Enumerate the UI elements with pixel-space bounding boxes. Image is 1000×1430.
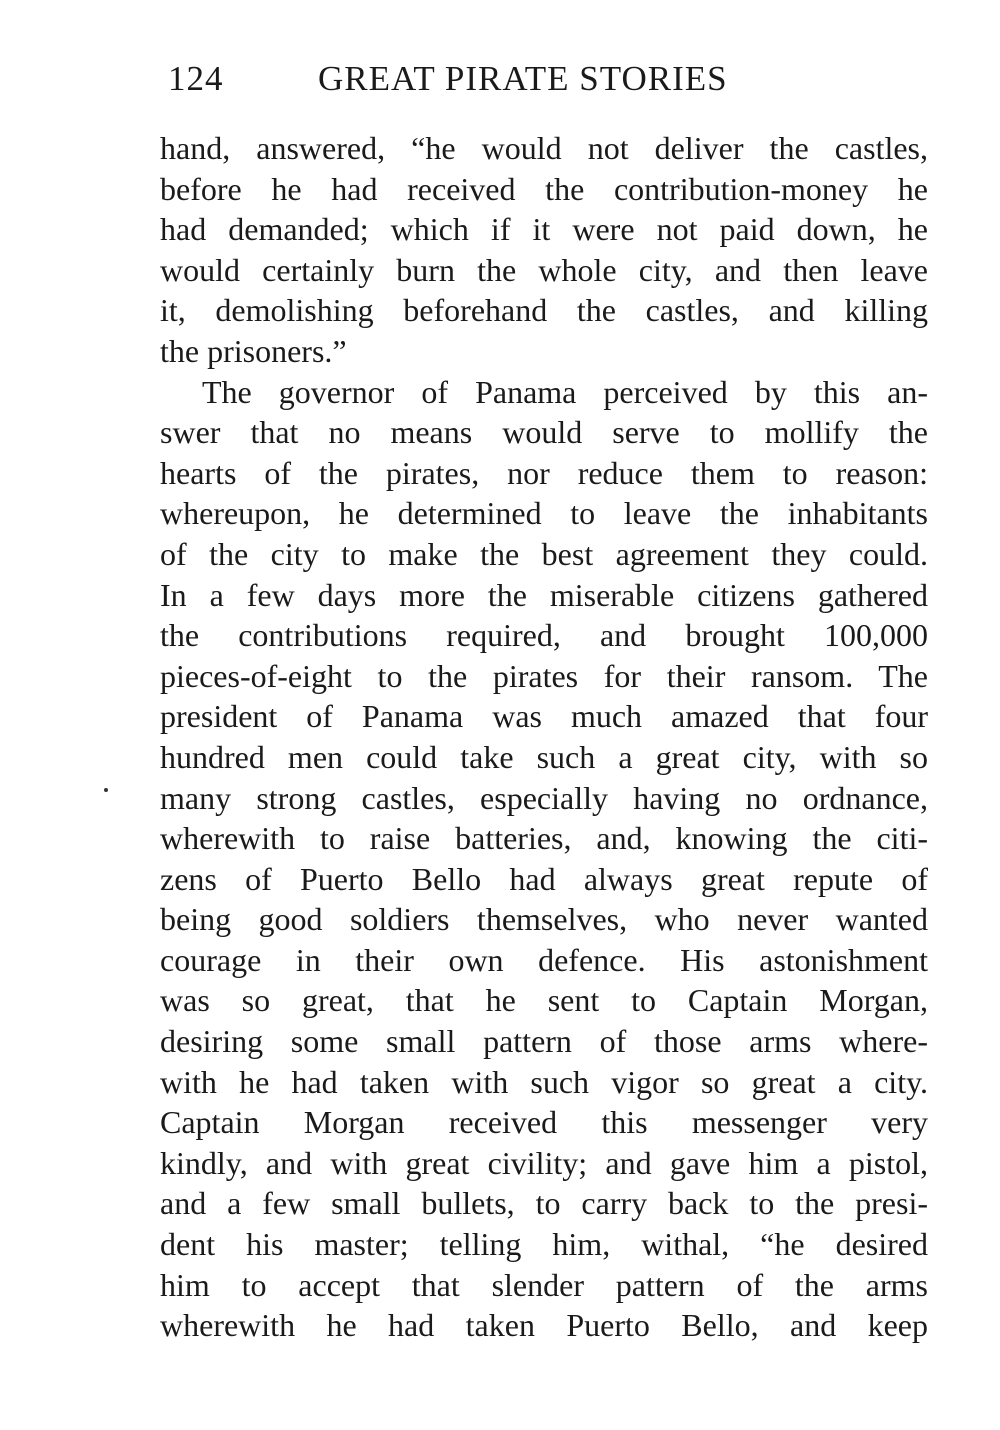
text-line: him to accept that slender pattern of the arms	[160, 1266, 928, 1303]
text-line: with he had taken with such vigor so great a city.	[160, 1063, 928, 1100]
text-line: In a few days more the miserable citizens gathered	[160, 576, 928, 613]
text-line: courage in their own defence. His astonishment	[160, 941, 928, 978]
running-title: GREAT PIRATE STORIES	[318, 59, 728, 98]
text-line: wherewith to raise batteries, and, knowing the citi-	[160, 820, 928, 857]
text-line: was so great, that he sent to Captain Morgan,	[160, 982, 928, 1019]
text-line: had demanded; which if it were not paid down, he	[160, 211, 928, 248]
print-speck	[104, 788, 108, 792]
text-line: kindly, and with great civility; and gave him a pistol,	[160, 1144, 928, 1181]
text-line: dent his master; telling him, withal, “he desired	[160, 1226, 928, 1263]
text-line: The governor of Panama perceived by this an-	[202, 373, 928, 410]
text-line: desiring some small pattern of those arms where-	[160, 1023, 928, 1060]
text-line: many strong castles, especially having no ordnance,	[160, 779, 928, 816]
text-line: pieces-of-eight to the pirates for their ransom. The	[160, 657, 928, 694]
text-line: whereupon, he determined to leave the inhabitants	[160, 495, 928, 532]
text-line: it, demolishing beforehand the castles, and killing	[160, 292, 928, 329]
text-line: hundred men could take such a great city, with so	[160, 738, 928, 775]
running-head	[160, 52, 940, 106]
text-line: Captain Morgan received this messenger very	[160, 1104, 928, 1141]
page-number: 124	[168, 59, 224, 98]
text-line: president of Panama was much amazed that four	[160, 698, 928, 735]
body-text	[160, 128, 928, 1346]
text-line: of the city to make the best agreement they could.	[160, 535, 928, 572]
text-line: being good soldiers themselves, who never wanted	[160, 901, 928, 938]
text-line: zens of Puerto Bello had always great repute of	[160, 860, 928, 897]
text-line: the prisoners.”	[160, 332, 347, 369]
text-line: would certainly burn the whole city, and then leave	[160, 251, 928, 288]
text-line: the contributions required, and brought 100,000	[160, 617, 928, 654]
text-line: hand, answered, “he would not deliver the castles,	[160, 130, 928, 166]
text-line: before he had received the contribution-money he	[160, 170, 928, 207]
text-line: swer that no means would serve to mollify the	[160, 414, 928, 451]
text-line: wherewith he had taken Puerto Bello, and keep	[160, 1307, 928, 1344]
text-line: and a few small bullets, to carry back to the presi-	[160, 1185, 928, 1222]
text-line: hearts of the pirates, nor reduce them to reason:	[160, 454, 928, 491]
